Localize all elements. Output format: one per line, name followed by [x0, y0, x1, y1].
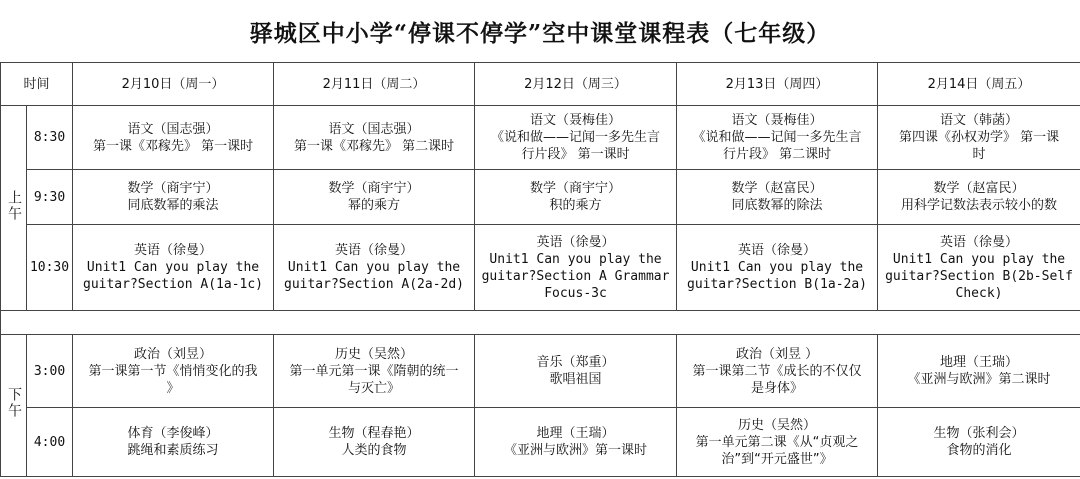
class-topic: 《说和做——记闻一多先生言 — [491, 130, 661, 145]
class-subject: 语文（国志强） — [127, 121, 219, 137]
time-cell: 3:00 — [27, 335, 73, 408]
class-topic: 第一课《邓稼先》 第一课时 — [92, 138, 254, 154]
class-subject: 生物（程春艳） — [328, 426, 420, 441]
separator-row — [1, 311, 1080, 335]
class-topic: 治”到“开元盛世”》 — [721, 451, 833, 467]
class-subject: 语文（聂梅佳） — [530, 113, 622, 128]
class-topic: 《亚洲与欧洲》第二课时 — [907, 372, 1051, 387]
class-topic: guitar?Section B(2b-Self — [885, 268, 1073, 284]
class-topic: 用科学记数法表示较小的数 — [901, 198, 1058, 213]
class-cell — [73, 335, 274, 408]
day-header: 2月13日（周四） — [677, 63, 878, 106]
class-topic: guitar?Section A Grammar — [481, 268, 670, 284]
class-cell — [73, 170, 274, 225]
class-topic: Unit1 Can you play the — [690, 260, 864, 275]
class-topic: 第一课第二节《成长的不仅仅 — [692, 363, 862, 379]
class-subject: 政治（刘昱） — [134, 346, 213, 362]
class-cell — [475, 106, 677, 170]
class-cell — [878, 225, 1080, 311]
schedule-row — [1, 225, 1080, 311]
class-subject: 数学（商宇宁） — [328, 181, 420, 196]
class-subject: 数学（商宇宁） — [127, 181, 219, 196]
class-topic: 与灭亡》 — [348, 380, 401, 396]
class-cell — [274, 170, 475, 225]
class-topic: 幂的乘方 — [348, 198, 401, 213]
class-topic: 》 — [166, 380, 180, 396]
class-topic: Unit1 Can you play the — [86, 260, 260, 275]
class-cell — [677, 106, 878, 170]
class-cell — [677, 408, 878, 477]
class-topic: 积的乘方 — [549, 198, 602, 213]
day-header: 2月14日（周五） — [878, 63, 1080, 106]
class-subject: 体育（李俊峰） — [127, 426, 219, 441]
class-topic: 《亚洲与欧洲》第一课时 — [504, 443, 648, 458]
class-topic: guitar?Section A(1a-1c) — [83, 277, 264, 292]
time-cell: 4:00 — [27, 408, 73, 477]
class-subject: 英语（徐曼） — [940, 234, 1019, 250]
class-cell — [677, 170, 878, 225]
time-header: 时间 — [1, 63, 73, 106]
class-cell — [73, 225, 274, 311]
class-topic: Unit1 Can you play the — [287, 260, 461, 275]
class-cell — [274, 106, 475, 170]
class-subject: 英语（徐曼） — [134, 243, 213, 258]
class-cell — [274, 408, 475, 477]
class-topic: 《说和做——记闻一多先生言 — [692, 130, 862, 145]
class-cell — [274, 335, 475, 408]
class-topic: 人类的食物 — [341, 443, 407, 458]
class-cell — [677, 335, 878, 408]
class-subject: 地理（王瑞） — [536, 426, 615, 441]
class-topic: 第一单元第一课《隋朝的统一 — [289, 363, 459, 379]
class-subject: 语文（聂梅佳） — [731, 113, 823, 128]
class-subject: 地理（王瑞） — [940, 355, 1019, 370]
day-header: 2月10日（周一） — [73, 63, 274, 106]
class-topic: 同底数幂的乘法 — [127, 198, 219, 213]
class-subject: 语文（国志强） — [328, 121, 420, 137]
class-subject: 数学（赵富民） — [731, 181, 823, 196]
separator-cell — [1, 311, 1080, 335]
class-subject: 音乐（郑重） — [536, 355, 615, 370]
class-topic: 同底数幂的除法 — [731, 198, 823, 213]
class-cell — [677, 225, 878, 311]
class-topic: 时 — [972, 147, 986, 162]
header-row — [1, 63, 1080, 106]
class-cell — [475, 225, 677, 311]
day-header: 2月12日（周三） — [475, 63, 677, 106]
class-cell — [878, 335, 1080, 408]
period-label: 下午 — [6, 387, 22, 419]
class-topic: Unit1 Can you play the — [489, 251, 662, 267]
class-topic: 是身体》 — [751, 380, 804, 396]
class-topic: guitar?Section A(2a-2d) — [284, 277, 465, 292]
class-cell — [475, 408, 677, 477]
period-afternoon — [1, 335, 27, 477]
class-subject: 政治（刘昱 ） — [735, 346, 819, 362]
schedule-row — [1, 170, 1080, 225]
class-topic: Focus-3c — [544, 285, 607, 301]
schedule-table — [0, 62, 1080, 477]
class-topic: 第一课《邓稼先》 第二课时 — [293, 138, 455, 154]
page-title: 驿城区中小学“停课不停学”空中课堂课程表（七年级） — [249, 19, 831, 47]
period-label: 上午 — [6, 189, 22, 222]
class-subject: 英语（徐曼） — [536, 234, 615, 250]
class-topic: 歌唱祖国 — [549, 372, 602, 387]
class-topic: 第四课《孙权劝学》 第一课 — [898, 130, 1060, 145]
day-header: 2月11日（周二） — [274, 63, 475, 106]
class-cell — [475, 335, 677, 408]
class-topic: 跳绳和素质练习 — [127, 443, 219, 458]
class-cell — [274, 225, 475, 311]
class-cell — [878, 106, 1080, 170]
class-topic: guitar?Section B(1a-2a) — [687, 277, 868, 292]
class-subject: 英语（徐曼） — [335, 243, 414, 258]
time-cell: 10:30 — [27, 225, 73, 311]
class-topic: 第一课第一节《悄悄变化的我 — [88, 363, 258, 379]
class-topic: 第一单元第二课《从“贞观之 — [695, 434, 859, 450]
class-subject: 数学（商宇宁） — [530, 181, 622, 196]
class-cell — [73, 106, 274, 170]
class-topic: 食物的消化 — [946, 443, 1012, 458]
class-cell — [475, 170, 677, 225]
class-subject: 数学（赵富民） — [933, 181, 1025, 196]
schedule-row — [1, 106, 1080, 170]
period-morning — [1, 106, 27, 311]
class-topic: Unit1 Can you play the — [892, 251, 1066, 267]
class-topic: 行片段》 第一课时 — [521, 147, 630, 162]
schedule-row — [1, 408, 1080, 477]
time-cell: 9:30 — [27, 170, 73, 225]
class-subject: 生物（张利会） — [933, 426, 1025, 441]
class-cell — [878, 408, 1080, 477]
schedule-row — [1, 335, 1080, 408]
class-subject: 历史（吴然） — [738, 417, 817, 433]
class-cell — [878, 170, 1080, 225]
class-topic: 行片段》 第二课时 — [722, 147, 832, 162]
class-cell — [73, 408, 274, 477]
class-subject: 英语（徐曼） — [738, 243, 817, 258]
class-topic: Check) — [955, 285, 1003, 301]
class-subject: 语文（韩菡） — [940, 113, 1019, 128]
class-subject: 历史（吴然） — [335, 346, 414, 362]
time-cell: 8:30 — [27, 106, 73, 170]
